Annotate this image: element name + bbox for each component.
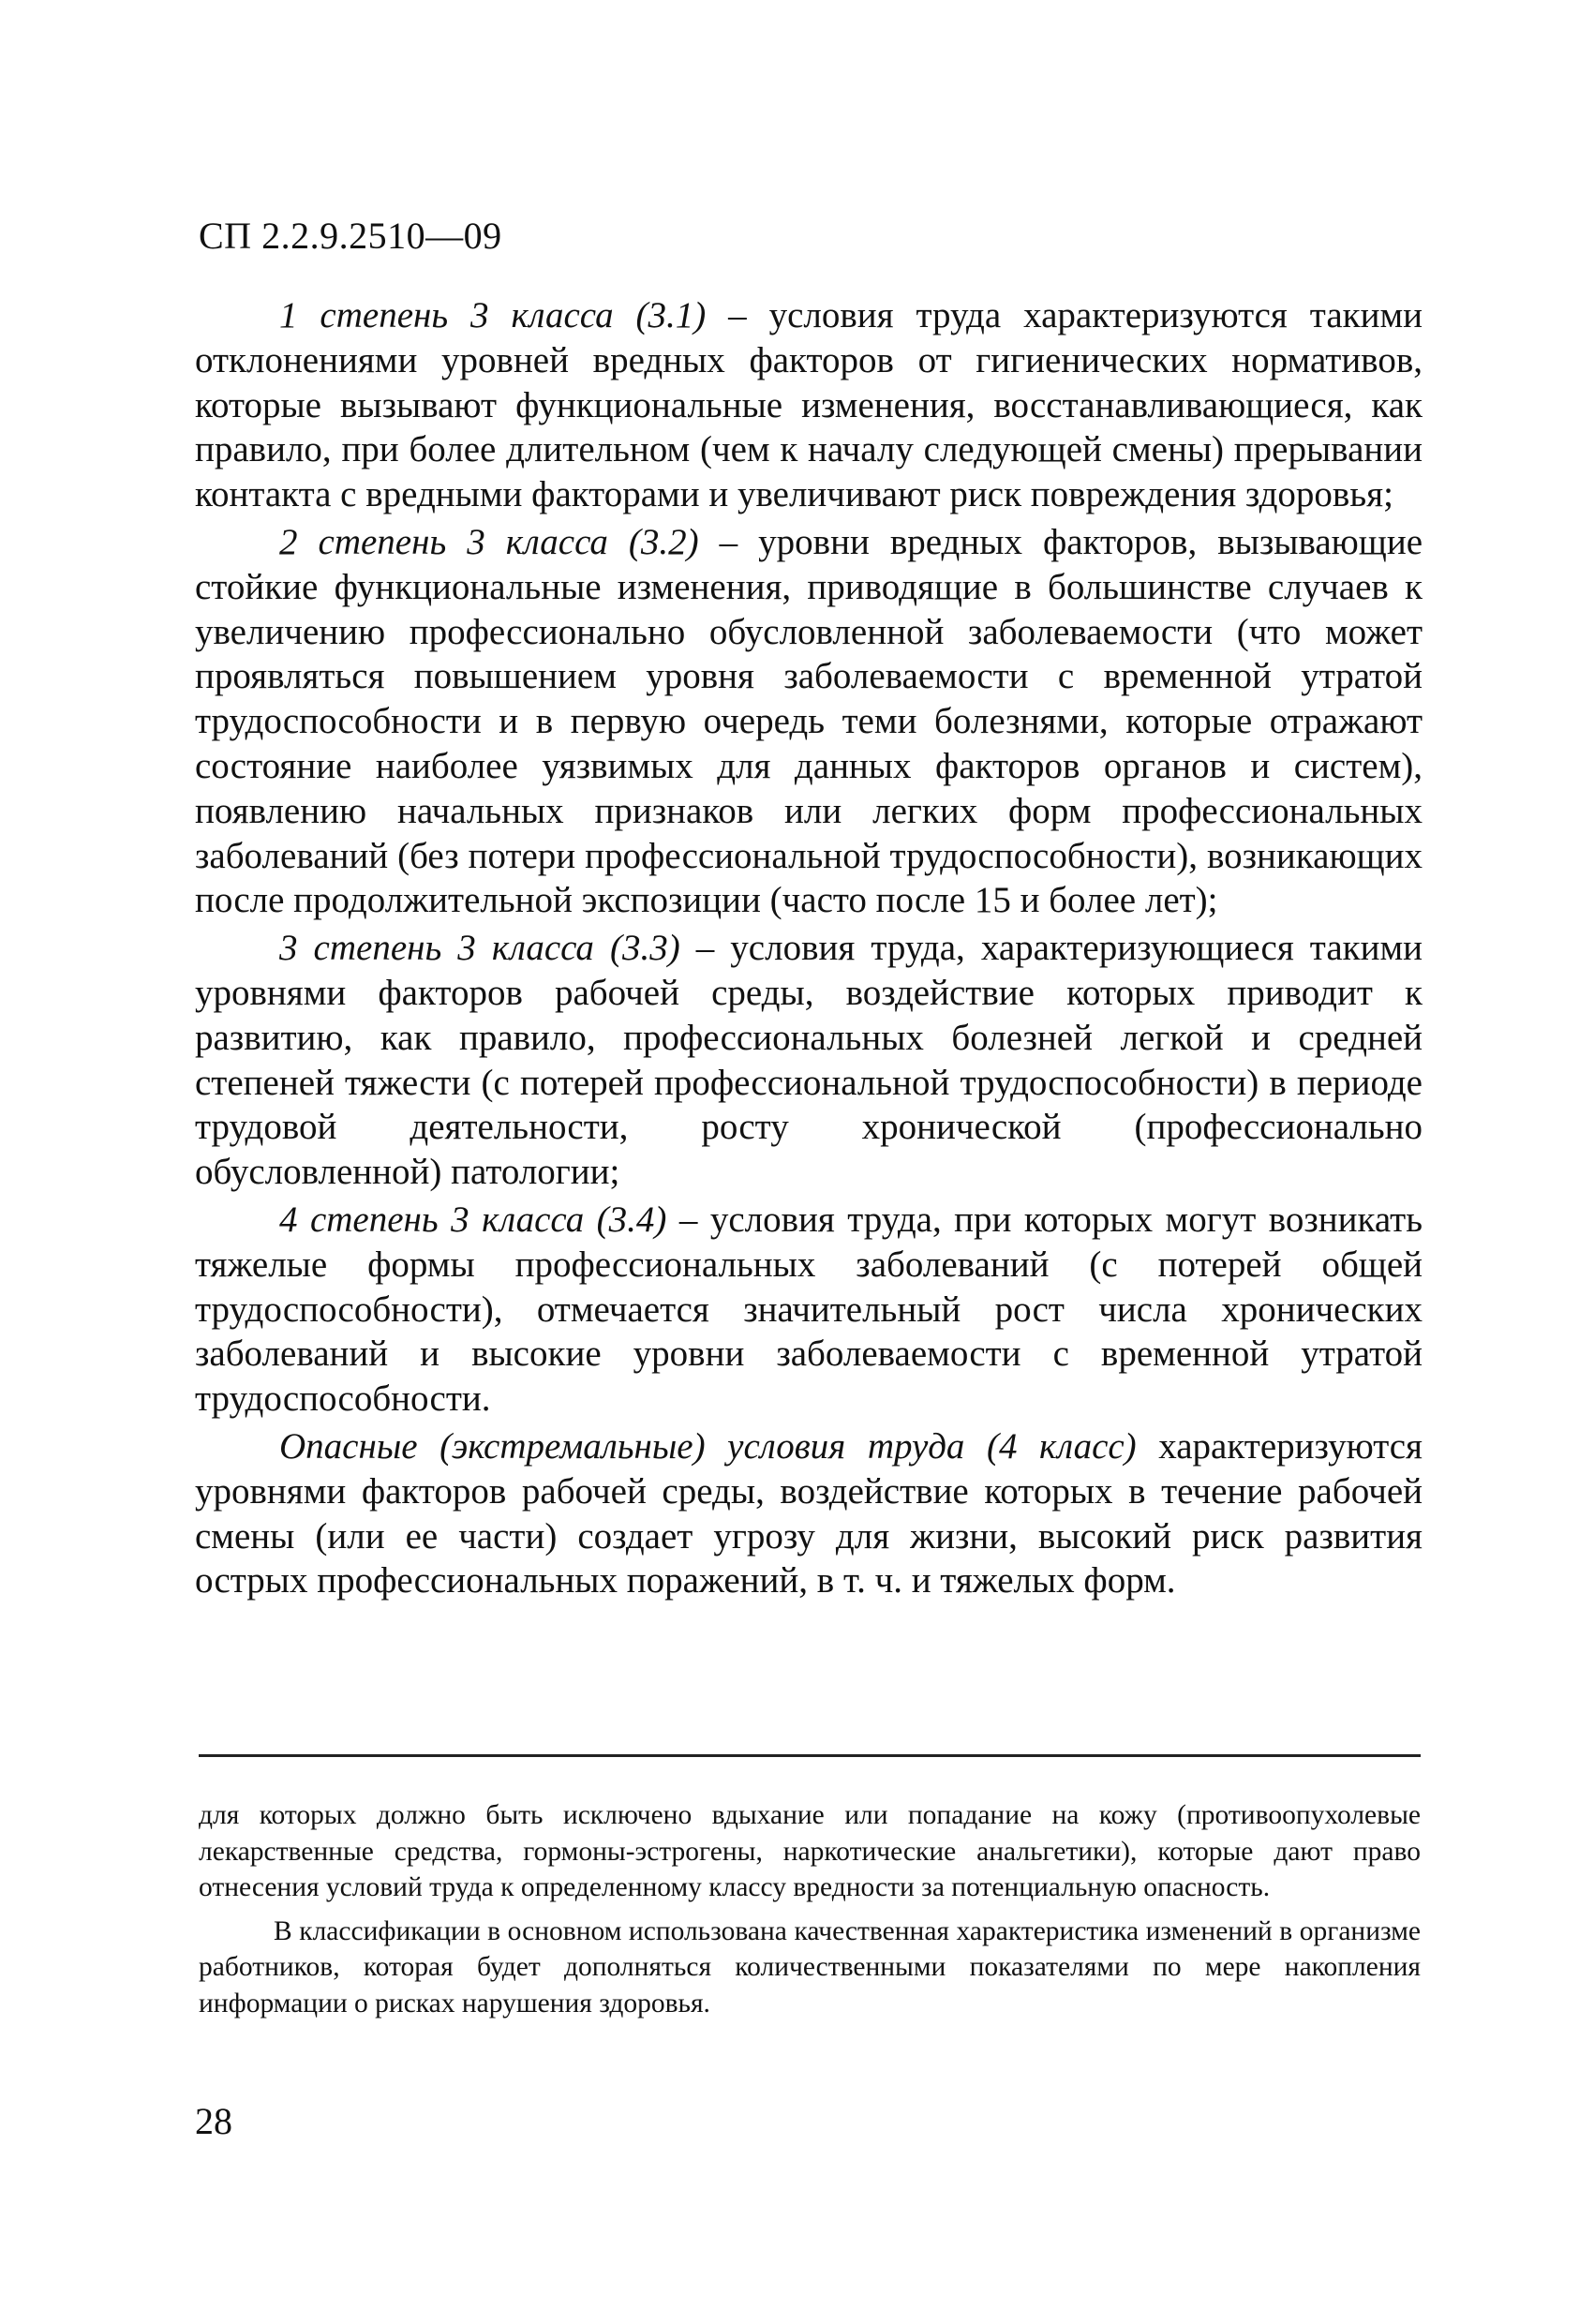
paragraph-class-3-3 (195, 926, 1423, 1195)
footnote-continuation: для которых должно быть исключено вдыхание или попадание на кожу (противоопухолевые лекарственные средства, гормоны-эстрогены, наркотические анальгетики), которые дают право отнесения условий труда к определенному классу вредности за потенциальную опасность. (199, 1800, 1421, 1902)
footnote-divider (199, 1754, 1421, 1757)
text-class-3-3: – условия труда, характеризующиеся такими уровнями факторов рабочей среды, воздействие которых приводит к развитию, как правило, профессиональных болезней легкой и средней степеней тяжести (с потерей профессиональной трудоспособности) в периоде трудовой деятельности, росту хронической (профессионально обусловленной) патологии; (195, 928, 1423, 1193)
text-class-3-1: – условия труда характеризуются такими отклонениями уровней вредных факторов от гигиенических нормативов, которые вызывают функциональные изменения, восстанавливающиеся, как правило, при более длительном (чем к началу следующей смены) прерывании контакта с вредными факторами и увеличивают риск повреждения здоровья; (195, 295, 1423, 515)
term-class-3-3: 3 степень 3 класса (3.3) (279, 928, 680, 969)
main-text (195, 293, 1423, 1606)
footnotes (199, 1797, 1421, 2029)
paragraph-class-3-2 (195, 520, 1423, 923)
paragraph-class-4 (195, 1424, 1423, 1603)
term-class-4: Опасные (экстремальные) условия труда (4 класс) (279, 1425, 1137, 1467)
text-class-3-4: – условия труда, при которых могут возникать тяжелые формы профессиональных заболеваний (с потерей общей трудоспособности), отмечается значительный рост числа хронических заболеваний и высокие уровни заболеваемости с временной утратой трудоспособности. (195, 1199, 1423, 1420)
term-class-3-4: 4 степень 3 класса (3.4) (279, 1199, 667, 1240)
text-class-3-2: – уровни вредных факторов, вызывающие стойкие функциональные изменения, приводящие в большинстве случаев к увеличению профессионально обусловленной заболеваемости (что может проявляться повышением уровня заболеваемости с временной утратой трудоспособности и в первую очередь теми болезнями, которые отражают состояние наиболее уязвимых для данных факторов органов и систем), появлению начальных признаков или легких форм профессиональных заболеваний (без потери профессиональной трудоспособности), возникающих после продолжительной экспозиции (часто после 15 и более лет); (195, 521, 1423, 921)
text-class-4: характеризуются уровнями факторов рабочей среды, воздействие которых в течение рабочей смены (или ее части) создает угрозу для жизни, высокий риск развития острых профессиональных поражений, в т. ч. и тяжелых форм. (195, 1425, 1423, 1601)
footnote-note: В классификации в основном использована качественная характеристика изменений в организме работников, которая будет дополняться количественными показателями по мере накопления информации о рисках нарушения здоровья. (199, 1915, 1421, 2019)
term-class-3-1: 1 степень 3 класса (3.1) (279, 295, 707, 335)
term-class-3-2: 2 степень 3 класса (3.2) (279, 521, 699, 562)
document-code: СП 2.2.9.2510—09 (199, 215, 502, 257)
paragraph-class-3-1 (195, 293, 1423, 517)
paragraph-class-3-4 (195, 1198, 1423, 1422)
page-number: 28 (195, 2100, 232, 2142)
